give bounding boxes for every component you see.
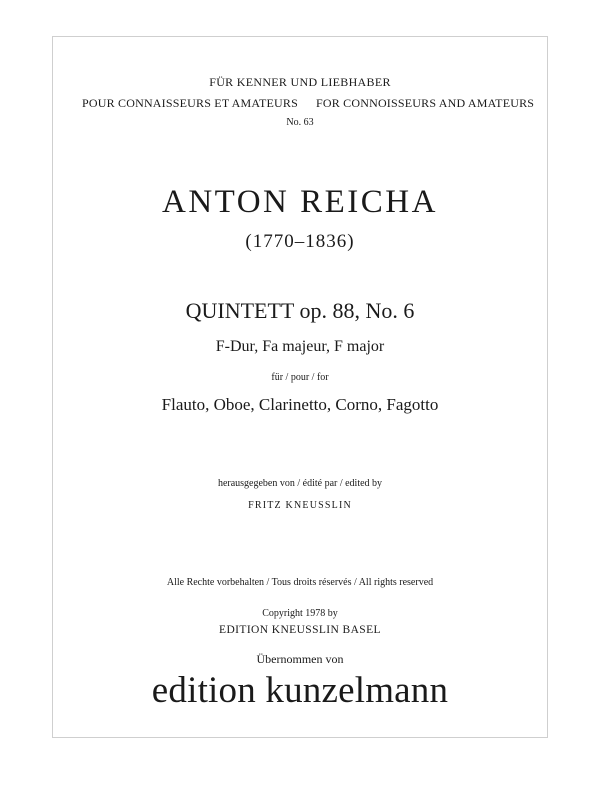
composer-dates: (1770–1836) xyxy=(245,231,355,252)
series-title-english: FOR CONNOISSEURS AND AMATEURS xyxy=(316,96,535,110)
instrumentation: Flauto, Oboe, Clarinetto, Corno, Fagotto xyxy=(161,395,439,414)
editor-name: FRITZ KNEUSSLIN xyxy=(248,500,352,511)
series-number: No. 63 xyxy=(286,117,314,128)
original-publisher: EDITION KNEUSSLIN BASEL xyxy=(219,624,381,636)
work-key: F-Dur, Fa majeur, F major xyxy=(215,338,385,355)
work-title: QUINTETT op. 88, No. 6 xyxy=(185,298,415,323)
rights-notice: Alle Rechte vorbehalten / Tous droits réservés / All rights reserved xyxy=(166,577,434,588)
composer-name: ANTON REICHA xyxy=(162,184,438,220)
taken-over-label: Übernommen von xyxy=(256,652,344,666)
for-label: für / pour / for xyxy=(271,372,329,383)
publisher-logo: edition kunzelmann xyxy=(151,670,449,711)
series-title-german: FÜR KENNER UND LIEBHABER xyxy=(209,75,391,89)
copyright-line: Copyright 1978 by xyxy=(262,608,338,619)
series-title-french: POUR CONNAISSEURS ET AMATEURS xyxy=(82,96,298,110)
edited-by-label: herausgegeben von / édité par / edited by xyxy=(217,478,383,489)
